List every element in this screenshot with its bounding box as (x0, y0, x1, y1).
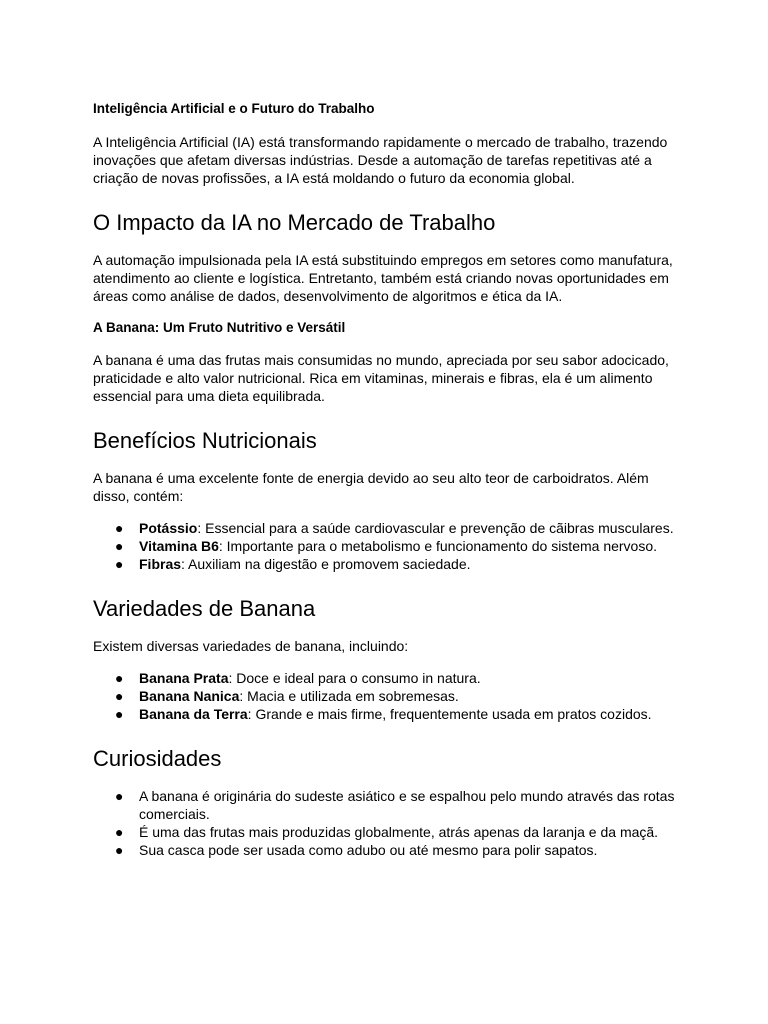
varieties-heading: Variedades de Banana (93, 596, 316, 621)
varieties-paragraph: Existem diversas variedades de banana, incluindo: (93, 638, 409, 654)
list-item-desc: : Importante para o metabolismo e funcionamento do sistema nervoso. (218, 538, 658, 554)
list-item (93, 555, 676, 573)
bullet-icon: ● (115, 788, 124, 804)
intro-paragraph: A Inteligência Artificial (IA) está transformando rapidamente o mercado de trabalho, trazendo inovações que afetam diversas indústrias. Desde a automação de tarefas repetitivas até a criação de novas profissões, a IA está moldando o futuro da economia global. (93, 134, 668, 186)
list-item-desc: : Grande e mais firme, frequentemente usada em pratos cozidos. (247, 706, 652, 722)
list-item-text: A banana é originária do sudeste asiático e se espalhou pelo mundo através das rotas comerciais. (139, 788, 675, 822)
list-item-desc: : Macia e utilizada em sobremesas. (239, 688, 459, 704)
list-item-text: Sua casca pode ser usada como adubo ou até mesmo para polir sapatos. (139, 842, 598, 858)
list-item-term: Banana da Terra (139, 706, 248, 722)
bullet-icon: ● (115, 670, 124, 686)
bullet-icon: ● (115, 520, 124, 536)
list-item (93, 669, 676, 687)
impact-paragraph: A automação impulsionada pela IA está substituindo empregos em setores como manufatura, atendimento ao cliente e logística. Entretanto, também está criando novas oportunidades em áreas como análise de dados, desenvolvimento de algoritmos e ética da IA. (93, 252, 673, 304)
bullet-icon: ● (115, 688, 124, 704)
list-item (93, 841, 676, 859)
bullet-icon: ● (115, 842, 124, 858)
list-item-desc: : Essencial para a saúde cardiovascular e prevenção de cãibras musculares. (197, 520, 674, 536)
banana-subheading: A Banana: Um Fruto Nutritivo e Versátil (93, 320, 346, 335)
benefits-list (93, 519, 676, 573)
list-item (93, 705, 676, 723)
list-item-term: Fibras (139, 556, 182, 572)
list-item-text: É uma das frutas mais produzidas globalmente, atrás apenas da laranja e da maçã. (139, 824, 659, 840)
list-item-term: Banana Nanica (139, 688, 240, 704)
curiosities-heading: Curiosidades (93, 746, 222, 771)
list-item-desc: : Doce e ideal para o consumo in natura. (228, 670, 481, 686)
list-item-term: Vitamina B6 (139, 538, 219, 554)
bullet-icon: ● (115, 556, 124, 572)
bullet-icon: ● (115, 706, 124, 722)
list-item (93, 823, 676, 841)
list-item-desc: : Auxiliam na digestão e promovem saciedade. (181, 556, 471, 572)
banana-paragraph: A banana é uma das frutas mais consumidas no mundo, apreciada por seu sabor adocicado, praticidade e alto valor nutricional. Rica em vitaminas, minerais e fibras, ela é um alimento essencial para uma dieta equilibrada. (93, 352, 669, 404)
varieties-list (93, 669, 676, 723)
list-item (93, 787, 676, 823)
curiosities-list (93, 787, 676, 859)
list-item-term: Potássio (139, 520, 198, 536)
list-item (93, 687, 676, 705)
bullet-icon: ● (115, 538, 124, 554)
bullet-icon: ● (115, 824, 124, 840)
benefits-paragraph: A banana é uma excelente fonte de energia devido ao seu alto teor de carboidratos. Além disso, contém: (93, 470, 649, 504)
list-item (93, 519, 676, 537)
list-item-term: Banana Prata (139, 670, 229, 686)
impact-heading: O Impacto da IA no Mercado de Trabalho (93, 210, 496, 235)
document-title: Inteligência Artificial e o Futuro do Trabalho (93, 101, 375, 116)
list-item (93, 537, 676, 555)
benefits-heading: Benefícios Nutricionais (93, 428, 317, 453)
